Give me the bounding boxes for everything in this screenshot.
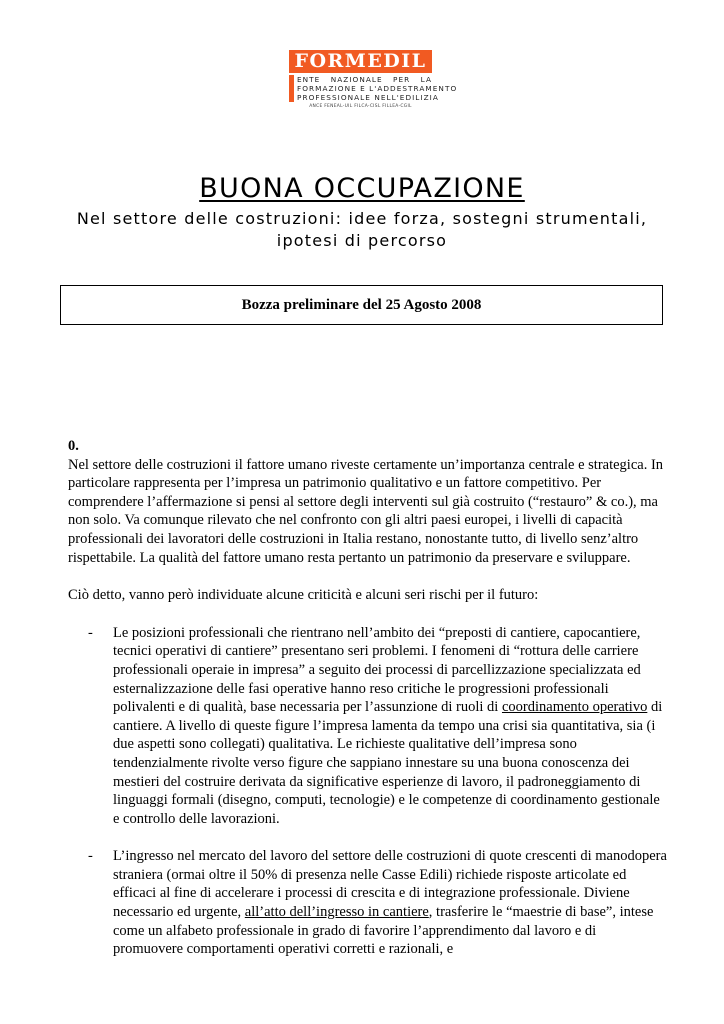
intro-paragraph: Nel settore delle costruzioni il fattore umano riveste certamente un’importanza centrale e strategica. In particolare rappresenta per l’impresa un patrimonio qualitativo e un fattore competitivo. Per comprendere l’affermazione si pensi al settore degli interventi sul già costruito (“restauro” & co.), ma non solo. Va comunque rilevato che nel confronto con gli altri paesi europei, i livelli di capacità professionali dei lavoratori delle costruzioni in Italia restano, nonostante tutto, di livello senz’altro rispettabile. La qualità del fattore umano resta pertanto un patrimonio da preservare e sviluppare. — [68, 456, 664, 566]
logo-members: ANCE FENEAL-UIL FILCA-CISL FILLEA-CGIL — [309, 104, 412, 109]
bullet-dash: - — [88, 848, 93, 865]
document-title: BUONA OCCUPAZIONE — [199, 173, 525, 204]
document-body — [68, 437, 668, 959]
formedil-logo — [289, 50, 458, 109]
bullet-dash: - — [88, 624, 93, 641]
list-item-text: di cantiere. A livello di queste figure l’impresa lamenta da tempo una crisi sia quantitativa, sia (i due aspetti sono collegati) qualitativa. Le richieste qualitative dell’impresa sono tendenzialmente rivolte verso figure che sappiano innestare su una buona conoscenza dei mestieri del costruire derivata da significative esperienze di lavoro, il padroneggiamento di linguaggi formali (disegno, computi, tecnologie) e le competenze di coordinamento gestionale e controllo delle lavorazioni. — [113, 699, 663, 827]
underlined-text: all’atto dell’ingresso in cantiere — [244, 904, 429, 921]
logo-description — [289, 75, 458, 102]
list-item — [68, 624, 668, 829]
logo-line: ENTE NAZIONALE PER LA — [297, 75, 432, 84]
list-item-text: Le posizioni professionali che rientrano nell’ambito dei “preposti di cantiere, capocantiere, tecnici operativi di cantiere” presentano seri problemi. I fenomeni di “rottura delle carriere professionali operaie in impresa” a seguito dei processi di parcellizzazione specializzata ed esternalizzazione delle fasi operative hanno reso critiche le progressioni professionali polivalenti e di qualità, base necessaria per l’assunzione di ruoli di — [113, 624, 641, 716]
section-number: 0. — [68, 438, 79, 454]
list-item-text: , trasferire le “maestrie di base”, intese come un alfabeto professionale in grado di favorire l’apprendimento dal lavoro e di promuovere comportamenti operativi corretti e razionali, e — [113, 904, 654, 958]
subtitle-line: ipotesi di percorso — [276, 231, 448, 250]
list-item-text: L’ingresso nel mercato del lavoro del settore delle costruzioni di quote crescenti di manodopera straniera (ormai oltre il 50% di presenza nelle Casse Edili) richiede risposte articolate ed efficaci al fine di accelerare i processi di crescita e di integrazione professionale. Diviene necessario ed urgente, — [113, 848, 667, 921]
logo-line: PROFESSIONALE NELL'EDILIZIA — [297, 93, 439, 102]
draft-date-box — [60, 285, 663, 325]
underlined-text: coordinamento operativo — [501, 699, 648, 716]
document-subtitle — [60, 208, 664, 252]
subtitle-line: Nel settore delle costruzioni: idee forza, sostegni strumentali, — [76, 209, 648, 228]
list-item — [68, 847, 668, 959]
logo-line: FORMAZIONE E L'ADDESTRAMENTO — [297, 84, 458, 93]
lead-paragraph: Ciò detto, vanno però individuate alcune criticità e alcuni seri rischi per il futuro: — [68, 587, 539, 604]
draft-date-label: Bozza preliminare del 25 Agosto 2008 — [241, 296, 482, 313]
logo-wordmark: FORMEDIL — [289, 50, 432, 73]
